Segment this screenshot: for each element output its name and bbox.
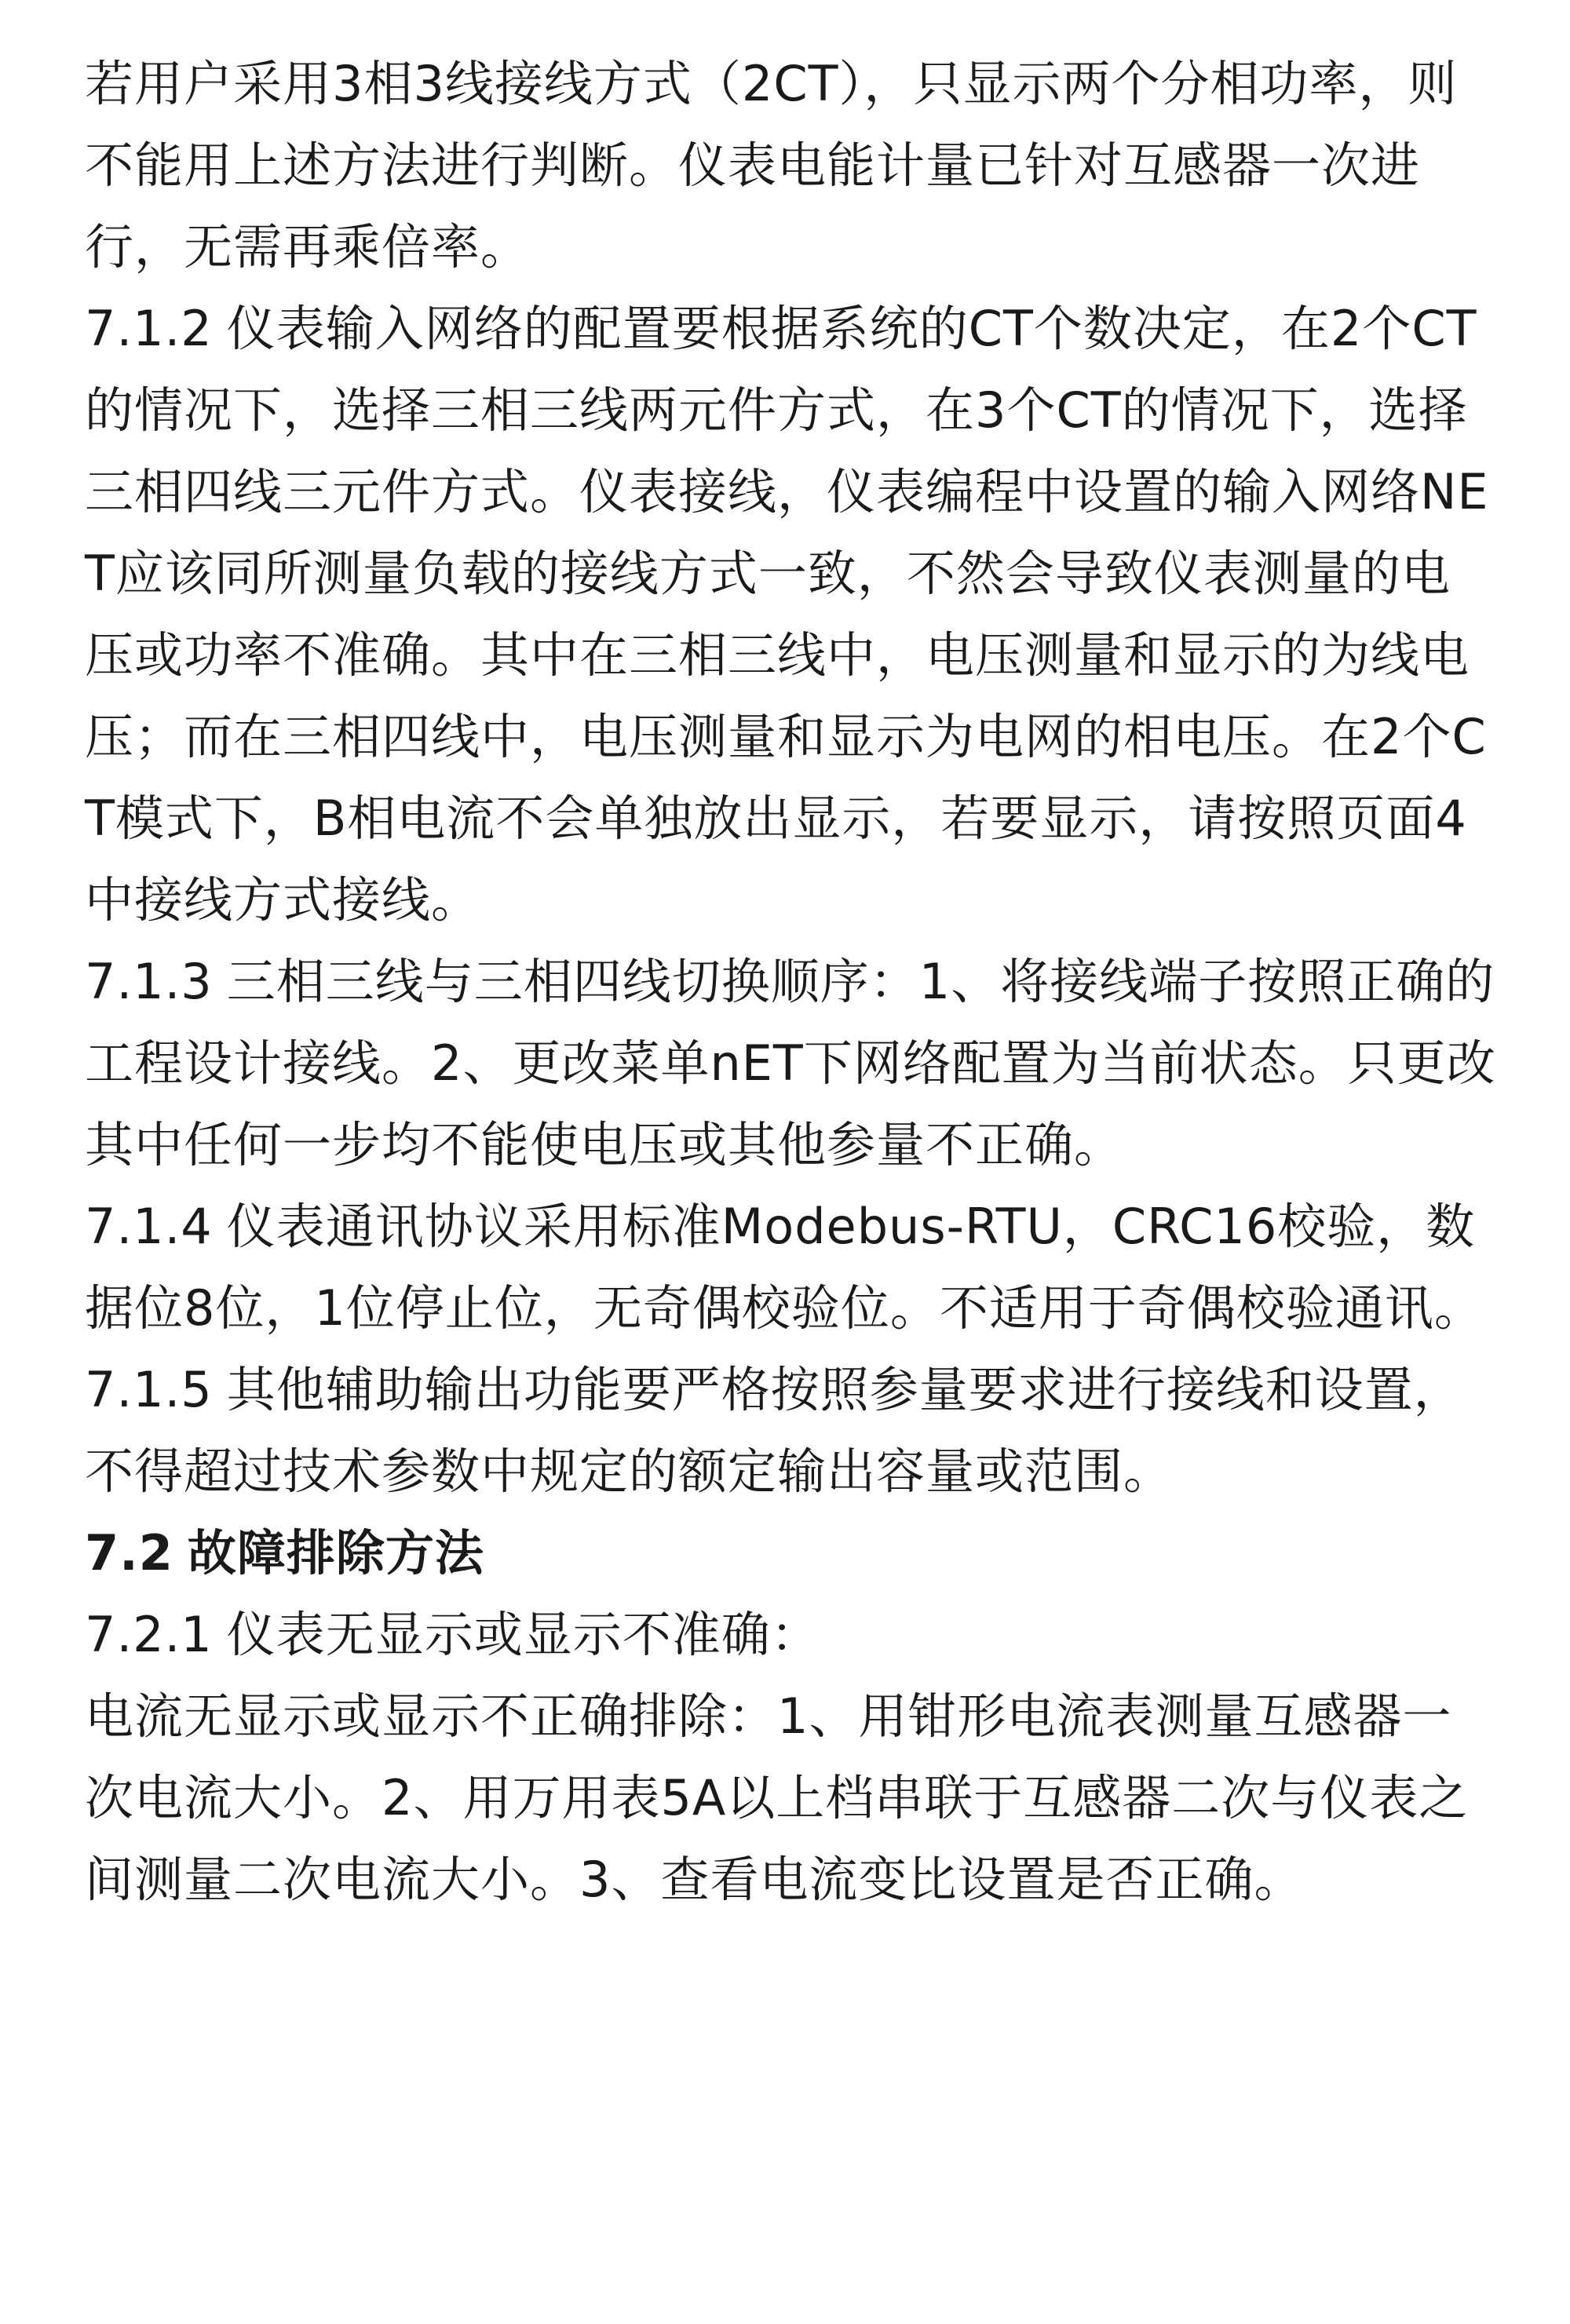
paragraph-text: 若用户采用3相3线接线方式（2CT），只显示两个分相功率，则不能用上述方法进行判断。仪表电能计量已针对互感器一次进行，无需再乘倍率。 bbox=[85, 55, 1458, 275]
section-number: 7.2 bbox=[85, 1524, 173, 1582]
paragraph-text: 仪表通讯协议采用标准Modebus-RTU，CRC16校验，数据位8位，1位停止位，无奇偶校验位。不适用于奇偶校验通讯。 bbox=[85, 1198, 1484, 1337]
section-heading-7-2 bbox=[85, 1512, 1498, 1594]
paragraph-7-2-1 bbox=[85, 1594, 1498, 1676]
section-number: 7.2.1 bbox=[85, 1606, 213, 1663]
paragraph-text: 其他辅助输出功能要严格按照参量要求进行接线和设置，不得超过技术参数中规定的额定输出容量或范围。 bbox=[85, 1361, 1463, 1500]
section-number: 7.1.5 bbox=[85, 1361, 213, 1418]
paragraph-7-1-4 bbox=[85, 1186, 1498, 1349]
paragraph-text: 电流无显示或显示不正确排除：1、用钳形电流表测量互感器一次电流大小。2、用万用表5A以上档串联于互感器二次与仪表之间测量二次电流大小。3、查看电流变比设置是否正确。 bbox=[85, 1687, 1469, 1908]
section-number: 7.1.2 bbox=[85, 300, 213, 357]
section-number: 7.1.3 bbox=[85, 953, 213, 1010]
paragraph-7-1-3 bbox=[85, 941, 1498, 1186]
paragraph-wiring-note bbox=[85, 43, 1498, 288]
paragraph-text: 仪表输入网络的配置要根据系统的CT个数决定，在2个CT的情况下，选择三相三线两元件方式，在3个CT的情况下，选择三相四线三元件方式。仪表接线，仪表编程中设置的输入网络NET应该同所测量负载的接线方式一致，不然会导致仪表测量的电压或功率不准确。其中在三相三线中，电压测量和显示的为线电压；而在三相四线中，电压测量和显示为电网的相电压。在2个CT模式下，B相电流不会单独放出显示，若要显示，请按照页面4中接线方式接线。 bbox=[85, 300, 1489, 929]
paragraph-7-1-5 bbox=[85, 1349, 1498, 1512]
document-page bbox=[85, 43, 1498, 1921]
paragraph-7-1-2 bbox=[85, 288, 1498, 941]
section-number: 7.1.4 bbox=[85, 1198, 213, 1255]
paragraph-current-troubleshoot bbox=[85, 1676, 1498, 1921]
heading-text: 故障排除方法 bbox=[187, 1524, 484, 1582]
paragraph-text: 三相三线与三相四线切换顺序：1、将接线端子按照正确的工程设计接线。2、更改菜单nET下网络配置为当前状态。只更改其中任何一步均不能使电压或其他参量不正确。 bbox=[85, 953, 1496, 1173]
paragraph-text: 仪表无显示或显示不准确： bbox=[226, 1606, 820, 1663]
